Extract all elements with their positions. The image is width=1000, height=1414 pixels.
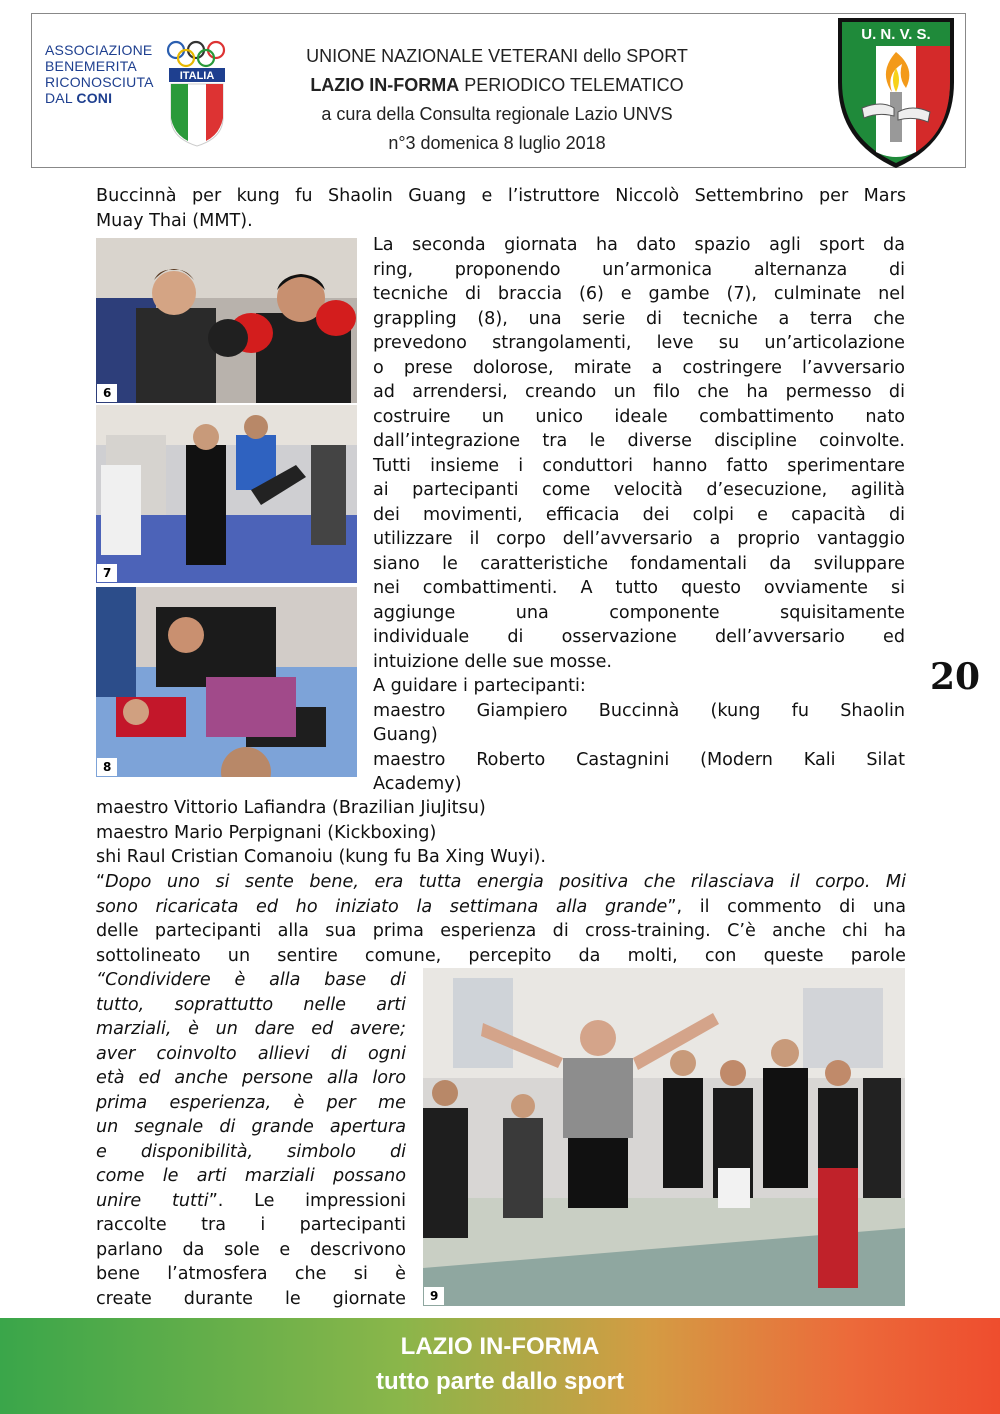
body-line: Guang): [373, 725, 438, 745]
header-magazine-name: LAZIO IN-FORMA: [310, 75, 460, 95]
coni-line-3: RICONOSCIUTA: [45, 74, 154, 90]
body-line: sottolineato un sentire comune, percepito da molti, con queste parole: [96, 945, 906, 966]
body-line: [96, 895, 906, 920]
right-column-text: [373, 233, 905, 797]
quote-line: “Condividere è alla base di: [96, 970, 406, 990]
coni-line-2: BENEMERITA: [45, 58, 137, 74]
body-line: bene l’atmosfera che si è: [96, 1264, 406, 1284]
quote-line: prima esperienza, è per me: [96, 1092, 406, 1113]
header-line-2: [247, 71, 747, 100]
footer-title: LAZIO IN-FORMA: [400, 1333, 600, 1360]
body-line: ad arrendersi, creando un filo che ha permesso di: [373, 382, 905, 402]
quote-line: tutto, soprattutto nelle arti: [96, 994, 406, 1015]
body-line: dall’integrazione tra le diverse discipline coinvolte.: [373, 431, 905, 451]
quote-line: marziali, è un dare ed avere;: [96, 1019, 406, 1039]
unvs-shield-logo: [832, 12, 960, 172]
body-line: ring, proponendo un’armonica alternanza di: [373, 259, 905, 280]
instructors-list: [96, 796, 906, 870]
body-line: A guidare i partecipanti:: [373, 676, 586, 696]
body-line: grappling (8), una serie di tecniche a terra che: [373, 308, 905, 329]
photo-number: 9: [424, 1287, 444, 1305]
body-line: nei combattimenti. A tutto questo ovviamente si: [373, 578, 905, 598]
header-line-4: n°3 domenica 8 luglio 2018: [388, 133, 606, 153]
quote-text: unire tutti: [96, 1190, 209, 1211]
quote-text: sono ricaricata ed ho iniziato la settimana alla grande: [96, 896, 668, 917]
left-quote-column: [96, 968, 406, 1311]
photo-number: 7: [97, 564, 117, 582]
quote-paragraph: [96, 870, 906, 968]
body-line: prevedono strangolamenti, leve su un’articolazione: [373, 333, 905, 353]
intro-paragraph: [96, 184, 906, 233]
header-magazine-type: PERIODICO TELEMATICO: [459, 75, 684, 95]
coni-italia-logo: [166, 38, 228, 148]
quote-line: età ed anche persone alla loro: [96, 1068, 406, 1088]
body-line: utilizzare il corpo dell’avversario a proprio vantaggio: [373, 529, 905, 549]
body-line: La seconda giornata ha dato spazio agli sport da: [373, 235, 905, 255]
body-line: maestro Giampiero Buccinnà (kung fu Shaolin: [373, 700, 905, 721]
body-line: maestro Roberto Castagnini (Modern Kali Silat: [373, 749, 905, 770]
photo-kick: [96, 405, 357, 583]
body-line: siano le caratteristiche fondamentali da sviluppare: [373, 553, 905, 574]
body-line: individuale di osservazione dell’avversario ed: [373, 627, 905, 647]
body-line: parlano da sole e descrivono: [96, 1239, 406, 1260]
photo-boxing: [96, 238, 357, 403]
quote-line: un segnale di grande apertura: [96, 1117, 406, 1137]
coni-association-text: [45, 42, 170, 106]
body-line: [96, 1189, 406, 1214]
body-line: aggiunge una componente squisitamente: [373, 602, 905, 623]
body-line: Tutti insieme i conduttori hanno fatto sperimentare: [373, 455, 905, 476]
page-number: 20: [930, 656, 981, 698]
body-text: ”, il commento di una: [667, 896, 906, 917]
quote-line: e disponibilità, simbolo di: [96, 1141, 406, 1162]
header-title-block: [247, 42, 747, 158]
coni-line-1: ASSOCIAZIONE: [45, 42, 153, 58]
page-footer: [0, 1318, 1000, 1414]
quote-text: Dopo uno si sente bene, era tutta energia positiva che rilasciava il corpo. Mi: [105, 872, 906, 892]
body-line: create durante le giornate: [96, 1288, 406, 1309]
body-line: shi Raul Cristian Comanoiu (kung fu Ba Xing Wuyi).: [96, 847, 546, 867]
body-line: costruire un unico ideale combattimento nato: [373, 406, 905, 427]
body-line: o prese dolorose, mirate a costringere l’avversario: [373, 357, 905, 378]
quote-line: come le arti marziali possano: [96, 1166, 406, 1186]
body-line: delle partecipanti alla sua prima esperienza di cross-training. C’è anche chi ha: [96, 921, 906, 941]
coni-line-4: DAL: [45, 90, 77, 106]
body-line: raccolte tra i partecipanti: [96, 1215, 406, 1235]
photo-number: 8: [97, 758, 117, 776]
intro-line: Muay Thai (MMT).: [96, 210, 253, 231]
intro-line: Buccinnà per kung fu Shaolin Guang e l’istruttore Niccolò Settembrino per Mars: [96, 186, 906, 206]
body-line: intuizione delle sue mosse.: [373, 651, 613, 672]
photo-grappling: [96, 587, 357, 777]
body-line: ai partecipanti come velocità d’esecuzione, agilità: [373, 480, 905, 500]
header-line-1: UNIONE NAZIONALE VETERANI dello SPORT: [306, 46, 688, 66]
photo-number: 6: [97, 384, 117, 402]
header-line-3: a cura della Consulta regionale Lazio UNVS: [321, 104, 673, 124]
body-line: dei movimenti, efficacia dei colpi e capacità di: [373, 504, 905, 525]
coni-line-5: CONI: [76, 90, 113, 106]
body-line: maestro Mario Perpignani (Kickboxing): [96, 822, 437, 843]
quote-line: aver coinvolto allievi di ogni: [96, 1043, 406, 1064]
page-header: [31, 13, 966, 168]
coni-flag-label: ITALIA: [179, 70, 215, 82]
body-text: ”. Le impressioni: [208, 1190, 406, 1211]
body-line: tecniche di braccia (6) e gambe (7), culminate nel: [373, 284, 905, 304]
photo-group-jump: [423, 968, 905, 1306]
footer-slogan: tutto parte dallo sport: [376, 1368, 624, 1395]
body-line: [96, 870, 906, 895]
body-line: Academy): [373, 774, 462, 794]
unvs-label: U. N. V. S.: [861, 26, 931, 43]
open-quote: “: [96, 872, 106, 892]
body-line: maestro Vittorio Lafiandra (Brazilian JiuJitsu): [96, 798, 486, 818]
